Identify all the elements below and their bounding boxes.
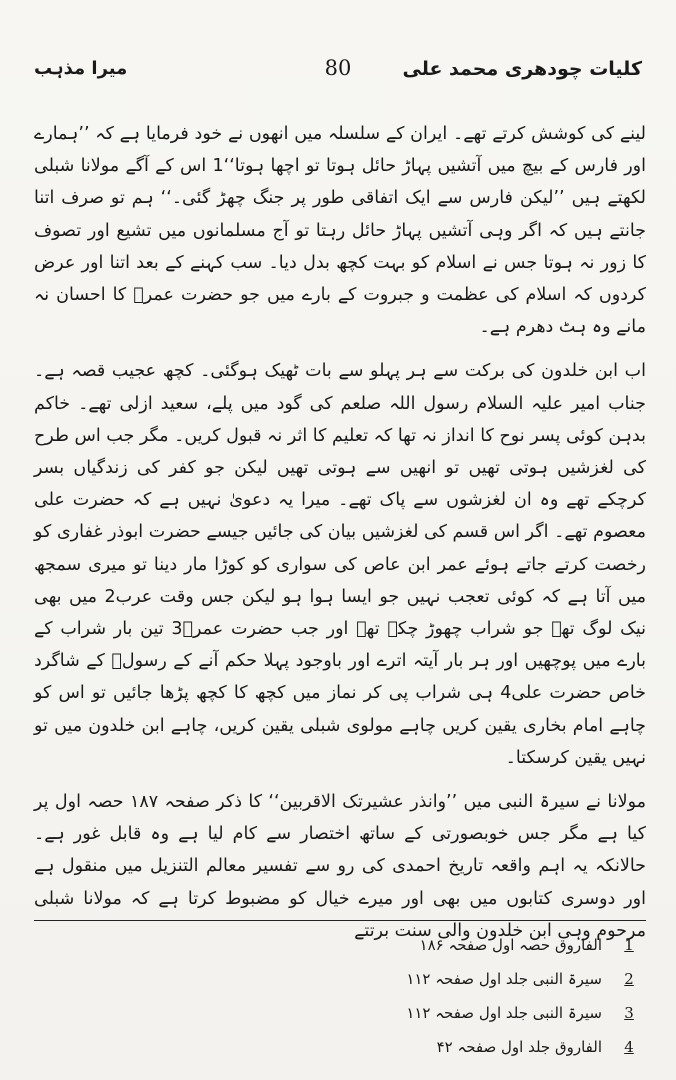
- paragraph: اب ابن خلدون کی برکت سے ہر پہلو سے بات ٹھیک ہوگئی۔ کچھ عجیب قصہ ہے۔ جناب امیر علیہ السلام رسول اللہ صلعم کی گود میں پلے، سعید ازلی تھے۔ خاکم بدہن کوئی پسر نوح کا انداز نہ تھا کہ تعلیم کا اثر نہ قبول کریں۔ مگر جب اس طرح کی لغزشیں ہوتی تھیں تو انھیں سے ہوتی تھیں لیکن جو کفر کی زندگیاں بسر کرچکے تھے وہ ان لغزشوں سے پاک تھے۔ میرا یہ دعویٰ نہیں ہے کہ حضرت علی معصوم تھے۔ اگر اس قسم کی لغزشیں بیان کی جائیں جیسے حضرت ابوذر غفاری کو رخصت کرتے جاتے ہوئے عمر ابن عاص کی سواری کو کوڑا مار دینا تو میری سمجھ میں آتا ہے کہ کوئی تعجب نہیں جو ایسا ہوا ہو لیکن جس وقت عرب2 میں بھی نیک لوگ تھے جو شراب چھوڑ چکے تھے اور جب حضرت عمرؓ3 تین بار شراب کے بارے میں پوچھیں اور ہر بار آیتہ اترے اور باوجود پہلا حکم آنے کے رسولؐ کے شاگرد خاص حضرت علی4 ہی شراب پی کر نماز میں کچھ کا کچھ پڑھا جائیں تو اس کو چاہے امام بخاری یقین کریں چاہے مولوی شبلی یقین کریں، چاہے ابن خلدون میں تو نہیں یقین کرسکتا۔: [34, 361, 646, 768]
- running-header: [34, 58, 642, 88]
- footnote-number: 3: [624, 1004, 634, 1022]
- paragraph: لینے کی کوشش کرتے تھے۔ ایران کے سلسلہ میں انھوں نے خود فرمایا ہے کہ ’’ہمارے اور فارس کے بیچ میں آتشیں پہاڑ حائل ہوتا تو اچھا ہوتا‘‘1 اس کے آگے مولانا شبلی لکھتے ہیں ’’لیکن فارس سے ایک اتفاقی طور پر جنگ چھڑ گئی۔‘‘ ہم تو صرف اتنا جانتے ہیں کہ اگر وہی آتشیں پہاڑ حائل رہتا تو آج مسلمانوں میں تشیع اور تصوف کا زور نہ ہوتا جس نے اسلام کو بہت کچھ بدل دیا۔ سب کہنے کے بعد اتنا اور عرض کردوں کہ اسلام کی عظمت و جبروت کے بارے میں جو حضرت عمرؓ کا احسان نہ مانے وہ ہٹ دھرم ہے۔: [34, 124, 646, 338]
- footnote-number: 4: [624, 1038, 634, 1056]
- footnotes: [34, 928, 646, 1064]
- footnote-text: الفاروق حصہ اول صفحہ ۱۸۶: [419, 936, 602, 954]
- footnote-item: [34, 962, 646, 996]
- footnote-text: الفاروق جلد اول صفحہ ۴۲: [436, 1038, 602, 1056]
- body-text: [34, 118, 646, 959]
- footnote-item: [34, 996, 646, 1030]
- paragraph: مولانا نے سیرۃ النبی میں ’’وانذر عشیرتک الاقربین‘‘ کا ذکر صفحہ ۱۸۷ حصہ اول پر کیا ہے مگر جس خوبصورتی کے ساتھ اختصار سے کام لیا ہے وہ قابل غور ہے۔ حالانکہ یہ اہم واقعہ تاریخ احمدی کی رو سے تفسیر معالم التنزیل میں منقول ہے اور دوسری کتابوں میں بھی اور میرے خیال کو مضبوط کرتا ہے کہ مولانا شبلی مرحوم وہی ابن خلدون والی سنت برتتے: [34, 792, 646, 941]
- footnote-text: سیرۃ النبی جلد اول صفحہ ۱۱۲: [406, 1004, 602, 1022]
- footnote-text: سیرۃ النبی جلد اول صفحہ ۱۱۲: [406, 970, 602, 988]
- footnote-item: [34, 1030, 646, 1064]
- footnote-item: [34, 928, 646, 962]
- page-number: 80: [324, 56, 352, 80]
- footnote-number: 1: [624, 936, 634, 954]
- footnote-number: 2: [624, 970, 634, 988]
- section-title: میرا مذہب: [34, 58, 128, 79]
- footnote-divider: [34, 920, 646, 921]
- book-title: کلیات چودھری محمد علی: [402, 58, 642, 80]
